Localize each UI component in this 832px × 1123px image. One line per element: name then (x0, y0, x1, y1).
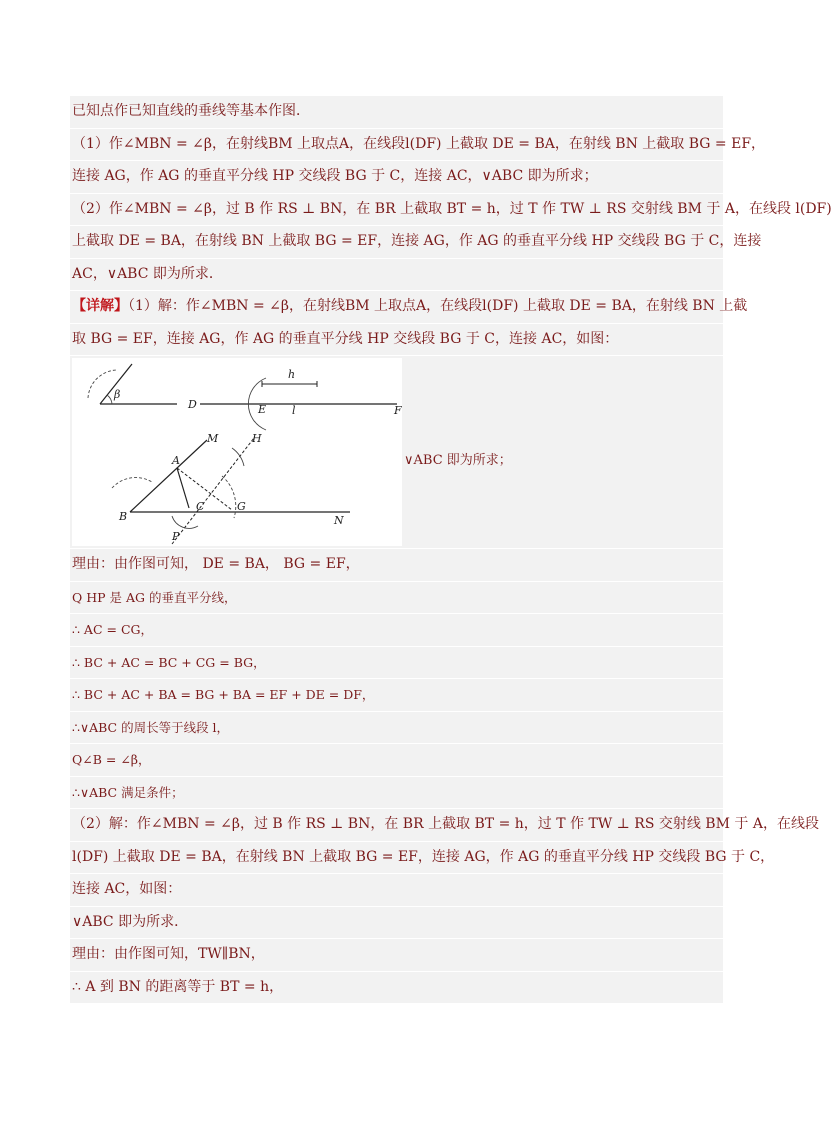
text-line: Q HP 是 AG 的垂直平分线， (70, 582, 723, 615)
label-G: G (237, 500, 246, 513)
text-line: （2）作∠MBN = ∠β，过 B 作 RS ⊥ BN，在 BR 上截取 BT = h，过 T 作 TW ⊥ RS 交射线 BM 于 A，在线段 l(DF) (70, 194, 723, 227)
text-line: ∴∨ABC 满足条件； (70, 777, 723, 810)
arc-B (112, 478, 152, 488)
text-line: （2）解：作∠MBN = ∠β，过 B 作 RS ⊥ BN，在 BR 上截取 BT = h，过 T 作 TW ⊥ RS 交射线 BM 于 A，在线段 (70, 809, 723, 842)
detail-line (70, 291, 748, 324)
text-line: ∴ AC = CG， (70, 614, 723, 647)
figure-row (70, 356, 723, 549)
text-line: Q∠B = ∠β， (70, 744, 723, 777)
text-line: 连接 AC，如图： (70, 874, 723, 907)
label-B: B (119, 510, 128, 523)
text-line: ∨ABC 即为所求． (70, 907, 723, 940)
label-l: l (292, 404, 296, 417)
segment-AC (177, 468, 189, 508)
construction-figure (72, 358, 402, 546)
text-line: （1）作∠MBN = ∠β，在射线BM 上取点A，在线段l(DF) 上截取 DE = BA，在射线 BN 上截取 BG = EF， (70, 129, 723, 162)
text-line: 上截取 DE = BA，在射线 BN 上截取 BG = EF，连接 AG，作 AG 的垂直平分线 HP 交线段 BG 于 C，连接 (70, 226, 723, 259)
text-line: ∴ BC + AC + BA = BG + BA = EF + DE = DF， (70, 679, 723, 712)
label-M: M (207, 432, 219, 445)
label-h: h (288, 368, 296, 381)
text-line: ∴∨ABC 的周长等于线段 l， (70, 712, 723, 745)
detail-text: （1）解：作∠MBN = ∠β，在射线BM 上取点A，在线段l(DF) 上截取 DE = BA，在射线 BN 上截 (128, 298, 748, 314)
text-line: 连接 AG，作 AG 的垂直平分线 HP 交线段 BG 于 C，连接 AC，∨ABC 即为所求； (70, 161, 723, 194)
document-content (70, 96, 832, 1004)
label-E: E (258, 403, 267, 416)
label-C: C (196, 500, 205, 513)
construction-diagram (72, 358, 402, 546)
text-line: AC，∨ABC 即为所求． (70, 259, 723, 292)
label-beta: β (114, 388, 121, 401)
beta-arc (88, 370, 116, 398)
detail-heading: 【详解】 (72, 298, 128, 314)
figure-caption: ∨ABC 即为所求； (404, 453, 512, 468)
label-P: P (172, 530, 180, 543)
beta-angle-mark (107, 395, 112, 404)
text-line: 理由：由作图可知， DE = BA， BG = EF， (70, 549, 723, 582)
label-H: H (252, 432, 262, 445)
text-line: 理由：由作图可知，TW∥BN， (70, 939, 723, 972)
text-line: ∴ BC + AC = BC + CG = BG， (70, 647, 723, 680)
label-A: A (172, 454, 180, 467)
label-N: N (334, 514, 344, 527)
text-line: 已知点作已知直线的垂线等基本作图． (70, 96, 723, 129)
segment-AG (177, 468, 232, 510)
label-F: F (394, 404, 402, 417)
label-D: D (188, 398, 197, 411)
text-line: ∴ A 到 BN 的距离等于 BT = h， (70, 972, 723, 1005)
text-line: l(DF) 上截取 DE = BA，在射线 BN 上截取 BG = EF，连接 AG，作 AG 的垂直平分线 HP 交线段 BG 于 C， (70, 842, 723, 875)
text-line: 取 BG = EF，连接 AG，作 AG 的垂直平分线 HP 交线段 BG 于 C，连接 AC，如图： (70, 324, 723, 357)
